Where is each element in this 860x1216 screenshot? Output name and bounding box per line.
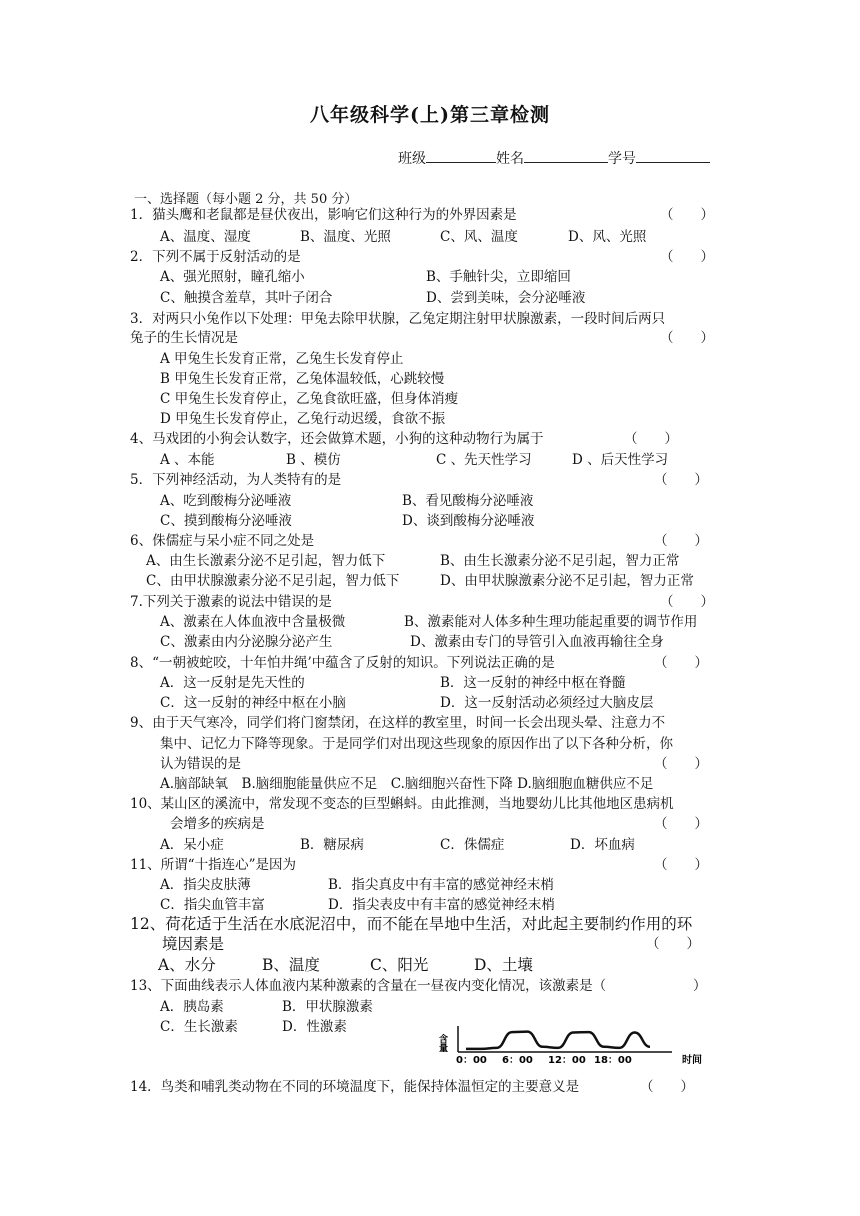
q13-option-b: B．甲状腺激素 bbox=[282, 999, 373, 1015]
q7-option-d: D、激素由专门的导管引入血液再输往全身 bbox=[410, 634, 664, 650]
q2-option-c: C、触摸含羞草，其叶子闭合 bbox=[160, 290, 333, 306]
id-label: 学号 bbox=[608, 151, 636, 167]
q12-answer-paren[interactable]: （ ） bbox=[646, 936, 700, 952]
q6-stem: 6、侏儒症与呆小症不同之处是 bbox=[130, 533, 315, 549]
q3-option-a: A 甲兔生长发育正常，乙兔生长发育停止 bbox=[160, 351, 404, 367]
q6-option-c: C、由甲状腺激素分泌不足引起，智力低下 bbox=[146, 573, 400, 589]
q1-option-c: C、风、温度 bbox=[440, 229, 518, 245]
q4-option-c: C 、先天性学习 bbox=[436, 452, 532, 468]
q1-option-a: A、温度、湿度 bbox=[160, 229, 251, 245]
q10-answer-paren[interactable]: （ ） bbox=[654, 816, 708, 832]
q4-option-d: D 、后天性学习 bbox=[572, 452, 669, 468]
q13-option-d: D．性激素 bbox=[282, 1019, 347, 1035]
student-info-line bbox=[398, 148, 710, 168]
q8-option-a: A．这一反射是先天性的 bbox=[160, 675, 305, 691]
q12-stem-line2: 境因素是 bbox=[162, 935, 225, 953]
q11-option-a: A．指尖皮肤薄 bbox=[160, 877, 251, 893]
chart-x-label: 时间 bbox=[682, 1055, 702, 1066]
q4-option-b: B 、模仿 bbox=[286, 452, 341, 468]
q2-stem: 2．下列不属于反射活动的是 bbox=[130, 249, 301, 265]
q11-option-b: B．指尖真皮中有丰富的感觉神经末梢 bbox=[328, 877, 554, 893]
q9-stem-line3: 认为错误的是 bbox=[160, 756, 241, 772]
q8-answer-paren[interactable]: （ ） bbox=[654, 655, 708, 671]
name-blank[interactable] bbox=[524, 148, 608, 163]
q14-answer-paren[interactable]: （ ） bbox=[640, 1079, 694, 1095]
q2-option-b: B、手触针尖，立即缩回 bbox=[426, 269, 571, 285]
q10-option-b: B．糖尿病 bbox=[300, 837, 364, 853]
q7-stem: 7.下列关于激素的说法中错误的是 bbox=[130, 594, 332, 610]
q6-answer-paren[interactable]: （ ） bbox=[654, 533, 708, 549]
q4-answer-paren[interactable]: （ ） bbox=[624, 431, 678, 447]
q14-stem: 14．鸟类和哺乳类动物在不同的环境温度下，能保持体温恒定的主要意义是 bbox=[130, 1079, 580, 1095]
q2-answer-paren[interactable]: （ ） bbox=[660, 249, 714, 265]
q9-stem-line2: 集中、记忆力下降等现象。于是同学们对出现这些现象的原因作出了以下各种分析，你 bbox=[160, 736, 673, 752]
q1-option-d: D、风、光照 bbox=[568, 229, 647, 245]
q10-option-c: C．侏儒症 bbox=[440, 837, 505, 853]
q13-option-a: A．胰岛素 bbox=[160, 999, 224, 1015]
section-heading: 一、选择题（每小题 2 分，共 50 分） bbox=[134, 192, 358, 207]
q2-option-a: A、强光照射，瞳孔缩小 bbox=[160, 269, 305, 285]
q3-option-d: D 甲兔生长发育停止，乙兔行动迟缓，食欲不振 bbox=[160, 411, 446, 427]
q8-option-c: C．这一反射的神经中枢在小脑 bbox=[160, 695, 346, 711]
chart-tick-label: 0：00 bbox=[456, 1055, 487, 1066]
class-blank[interactable] bbox=[426, 148, 496, 163]
q11-answer-paren[interactable]: （ ） bbox=[654, 857, 708, 873]
q13-stem: 13、下面曲线表示人体血液内某种激素的含量在一昼夜内变化情况，该激素是（ bbox=[130, 978, 607, 994]
q10-stem-line2: 会增多的疾病是 bbox=[170, 816, 265, 832]
hormone-curve bbox=[466, 1032, 650, 1049]
q5-option-d: D、谈到酸梅分泌唾液 bbox=[402, 513, 535, 529]
id-blank[interactable] bbox=[636, 148, 710, 163]
q11-option-d: D．指尖表皮中有丰富的感觉神经末梢 bbox=[328, 897, 555, 913]
q7-option-b: B、激素能对人体多种生理功能起重要的调节作用 bbox=[404, 614, 698, 630]
chart-tick-label: 12：00 bbox=[548, 1055, 586, 1066]
q6-option-b: B、由生长激素分泌不足引起，智力正常 bbox=[440, 553, 680, 569]
q9-stem-line1: 9、由于天气寒冷，同学们将门窗禁闭，在这样的教室里，时间一长会出现头晕、注意力不 bbox=[130, 715, 666, 731]
q5-answer-paren[interactable]: （ ） bbox=[654, 472, 708, 488]
class-label: 班级 bbox=[398, 151, 426, 167]
q12-option-c: C、阳光 bbox=[370, 956, 429, 974]
q10-option-d: D．坏血病 bbox=[570, 837, 635, 853]
q3-stem-line1: 3．对两只小兔作以下处理：甲兔去除甲状腺，乙兔定期注射甲状腺激素，一段时间后两只 bbox=[130, 311, 666, 327]
q6-option-a: A、由生长激素分泌不足引起，智力低下 bbox=[146, 553, 386, 569]
q3-stem-line2: 兔子的生长情况是 bbox=[130, 330, 238, 346]
q8-option-d: D．这一反射活动必须经过大脑皮层 bbox=[440, 695, 654, 711]
name-label: 姓名 bbox=[496, 151, 524, 167]
q10-stem-line1: 10、某山区的溪流中，常发现不变态的巨型蝌蚪。由此推测，当地婴幼儿比其他地区患病机 bbox=[130, 796, 674, 812]
q13-answer-paren[interactable]: ） bbox=[666, 978, 707, 994]
q12-option-b: B、温度 bbox=[262, 956, 320, 974]
q6-option-d: D、由甲状腺激素分泌不足引起，智力正常 bbox=[440, 573, 694, 589]
q8-stem: 8、“一朝被蛇咬，十年怕井绳’中蕴含了反射的知识。下列说法正确的是 bbox=[130, 655, 555, 671]
q5-option-c: C、摸到酸梅分泌唾液 bbox=[160, 513, 292, 529]
q4-stem: 4、马戏团的小狗会认数字，还会做算术题，小狗的这种动物行为属于 bbox=[130, 431, 544, 447]
q11-option-c: C．指尖血管丰富 bbox=[160, 897, 265, 913]
q1-option-b: B、温度、光照 bbox=[300, 229, 391, 245]
chart-y-label: 含量 bbox=[437, 1034, 447, 1052]
chart-tick-label: 18：00 bbox=[594, 1055, 632, 1066]
q5-option-a: A、吃到酸梅分泌唾液 bbox=[160, 493, 292, 509]
q12-option-a: A、水分 bbox=[158, 956, 216, 974]
q5-stem: 5．下列神经活动，为人类特有的是 bbox=[130, 472, 342, 488]
q7-option-a: A、激素在人体血液中含量极微 bbox=[160, 614, 346, 630]
q11-stem: 11、所谓“十指连心”是因为 bbox=[130, 857, 296, 873]
q10-option-a: A．呆小症 bbox=[160, 837, 224, 853]
q5-option-b: B、看见酸梅分泌唾液 bbox=[402, 493, 534, 509]
q1-stem: 1．猫头鹰和老鼠都是昼伏夜出，影响它们这种行为的外界因素是 bbox=[130, 207, 517, 223]
q1-answer-paren[interactable]: （ ） bbox=[660, 207, 714, 223]
q7-answer-paren[interactable]: （ ） bbox=[660, 594, 714, 610]
q3-answer-paren[interactable]: （ ） bbox=[660, 330, 714, 346]
q12-stem-line1: 12、荷花适于生活在水底泥沼中，而不能在旱地中生活，对此起主要制约作用的环 bbox=[130, 915, 693, 933]
q3-option-c: C 甲兔生长发育停止，乙兔食欲旺盛，但身体消瘦 bbox=[160, 391, 459, 407]
q7-option-c: C、激素由内分泌腺分泌产生 bbox=[160, 634, 333, 650]
q3-option-b: B 甲兔生长发育正常，乙兔体温较低，心跳较慢 bbox=[160, 371, 445, 387]
q9-options: A.脑部缺氧 B.脑细胞能量供应不足 C.脑细胞兴奋性下降 D.脑细胞血糖供应不足 bbox=[160, 776, 654, 792]
q9-answer-paren[interactable]: （ ） bbox=[654, 756, 708, 772]
q13-option-c: C．生长激素 bbox=[160, 1019, 238, 1035]
q2-option-d: D、尝到美味，会分泌唾液 bbox=[426, 290, 586, 306]
chart-tick-label: 6：00 bbox=[502, 1055, 533, 1066]
page-title: 八年级科学(上)第三章检测 bbox=[310, 104, 550, 126]
q8-option-b: B．这一反射的神经中枢在脊髓 bbox=[440, 675, 626, 691]
q4-option-a: A 、本能 bbox=[160, 452, 215, 468]
hormone-level-chart bbox=[436, 1022, 716, 1066]
q12-option-d: D、土壤 bbox=[474, 956, 533, 974]
